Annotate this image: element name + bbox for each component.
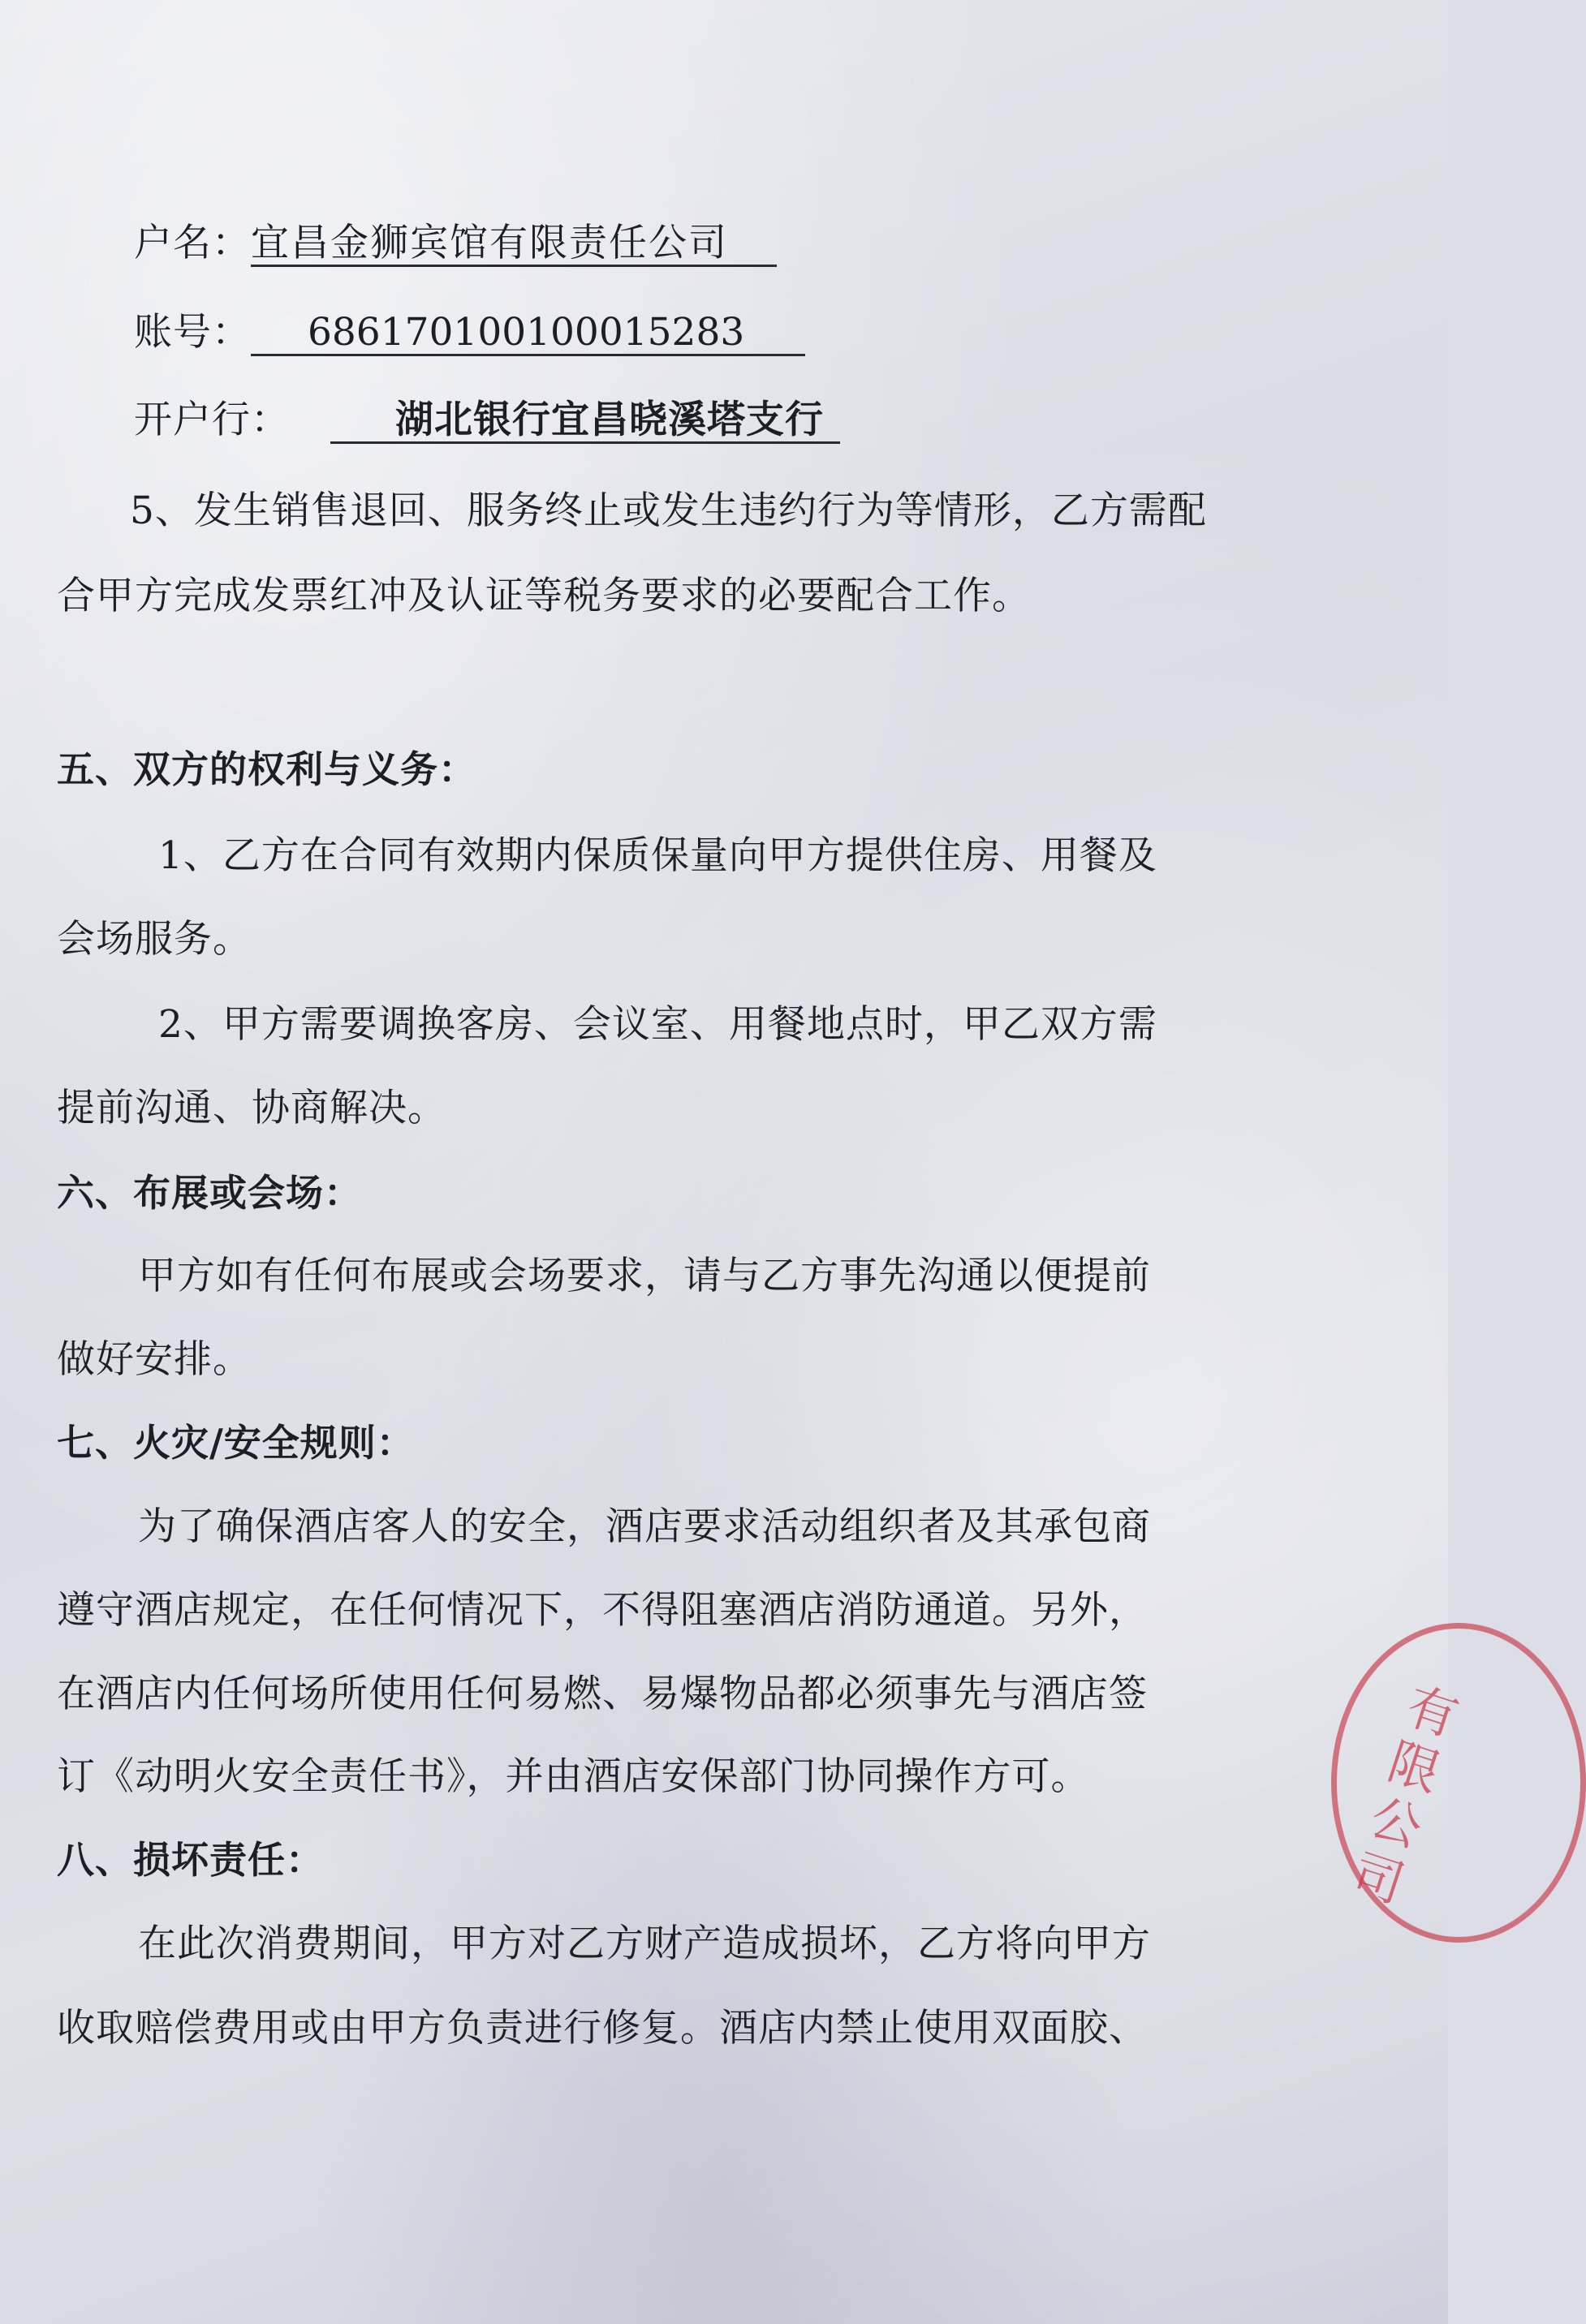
paragraph-line: 遵守酒店规定，在任何情况下，不得阻塞酒店消防通道。另外，	[57, 1588, 1148, 1633]
account-number-row	[134, 308, 805, 357]
paragraph-line: 甲方如有任何布展或会场要求，请与乙方事先沟通以便提前	[138, 1254, 1151, 1298]
paragraph-line: 会场服务。	[57, 917, 252, 962]
account-number-label: 账号：	[134, 310, 251, 355]
paragraph-line: 做好安排。	[57, 1337, 252, 1382]
account-number-value: 686170100100015283	[251, 312, 805, 356]
paragraph-line: 收取赔偿费用或由甲方负责进行修复。酒店内禁止使用双面胶、	[57, 2006, 1148, 2051]
account-name-value: 宜昌金狮宾馆有限责任公司	[251, 222, 777, 267]
paragraph-line: 2、甲方需要调换客房、会议室、用餐地点时，甲乙双方需	[158, 1002, 1157, 1047]
paragraph-line: 1、乙方在合同有效期内保质保量向甲方提供住房、用餐及	[158, 833, 1157, 878]
paragraph-line: 提前沟通、协商解决。	[57, 1086, 446, 1130]
section-heading-8: 八、损坏责任：	[57, 1838, 324, 1882]
paragraph-line: 在酒店内任何场所使用任何易燃、易爆物品都必须事先与酒店签	[57, 1672, 1148, 1716]
paragraph-line: 5、发生销售退回、服务终止或发生违约行为等情形，乙方需配	[130, 488, 1207, 533]
section-heading-6: 六、布展或会场：	[57, 1171, 362, 1215]
account-name-row	[134, 219, 777, 268]
bank-label: 开户行：	[134, 398, 290, 442]
paragraph-line: 订《动明火安全责任书》，并由酒店安保部门协同操作方可。	[57, 1754, 1090, 1799]
account-name-label: 户名：	[134, 221, 251, 265]
paragraph-line: 合甲方完成发票红冲及认证等税务要求的必要配合工作。	[57, 574, 1031, 618]
section-heading-7: 七、火灾/安全规则：	[57, 1421, 415, 1465]
bank-row	[134, 396, 840, 445]
company-seal-text: 有限公司	[1345, 1676, 1466, 1915]
section-heading-5: 五、双方的权利与义务：	[57, 747, 476, 791]
bank-value: 湖北银行宜昌晓溪塔支行	[330, 399, 840, 444]
paragraph-line: 在此次消费期间，甲方对乙方财产造成损坏，乙方将向甲方	[138, 1922, 1151, 1966]
paragraph-line: 为了确保酒店客人的安全，酒店要求活动组织者及其承包商	[138, 1504, 1151, 1549]
